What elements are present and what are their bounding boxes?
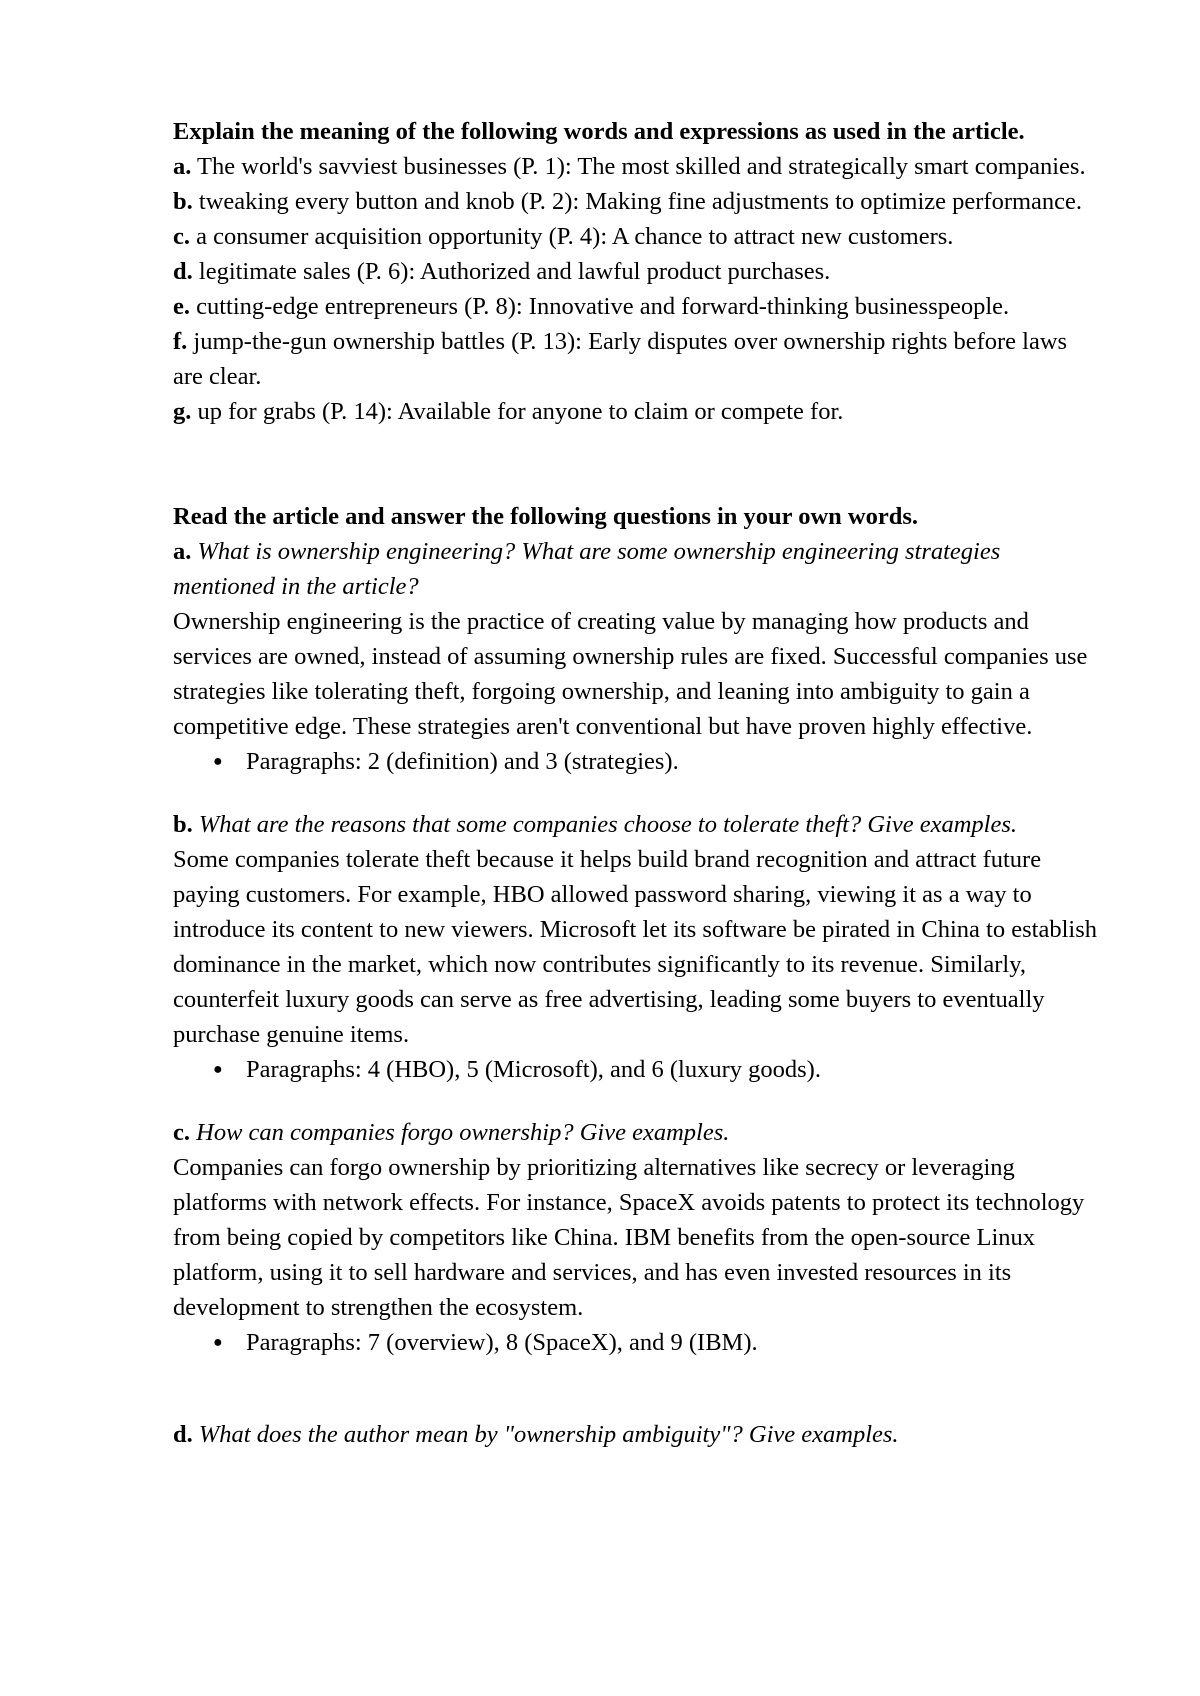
questions-heading: Read the article and answer the following questions in your own words.: [173, 503, 919, 530]
vocab-text: a consumer acquisition opportunity (P. 4): A chance to attract new customers.: [190, 223, 954, 250]
vocab-heading: Explain the meaning of the following words and expressions as used in the article.: [173, 118, 1025, 145]
paragraph-refs-c: [173, 1325, 1100, 1360]
vocab-letter: a.: [173, 153, 192, 180]
section-spacer: [173, 429, 1100, 499]
vocab-letter: f.: [173, 328, 188, 355]
question-text: What are the reasons that some companies choose to tolerate theft? Give examples.: [192, 811, 1017, 838]
question-letter: c.: [173, 1119, 190, 1146]
vocab-text: tweaking every button and knob (P. 2): Making fine adjustments to optimize performance.: [192, 188, 1083, 215]
vocab-letter: b.: [173, 188, 193, 215]
vocab-item-f: [173, 324, 1100, 394]
vocab-letter: e.: [173, 293, 190, 320]
vocab-item-c: [173, 219, 1100, 254]
vocab-item-g: [173, 394, 1100, 429]
answer-a: Ownership engineering is the practice of creating value by managing how products and services are owned, instead of assuming ownership rules are fixed. Successful companies use strategies like tolerating theft, forgoing ownership, and leaning into ambiguity to gain a competitive edge. These strategies aren't conventional but have proven highly effective.: [173, 608, 1088, 740]
vocab-item-a: [173, 149, 1100, 184]
vocab-item-e: [173, 289, 1100, 324]
vocab-letter: g.: [173, 398, 192, 425]
question-spacer: [173, 779, 1100, 807]
vocab-item-d: [173, 254, 1100, 289]
paragraph-refs-b: [173, 1052, 1100, 1087]
question-spacer: [173, 1360, 1100, 1417]
vocab-letter: d.: [173, 258, 193, 285]
question-letter: d.: [173, 1421, 193, 1448]
question-text: How can companies forgo ownership? Give examples.: [190, 1119, 730, 1146]
question-c: [173, 1115, 1100, 1150]
vocab-letter: c.: [173, 223, 190, 250]
question-text: What does the author mean by "ownership ambiguity"? Give examples.: [192, 1421, 899, 1448]
vocab-text: up for grabs (P. 14): Available for anyone to claim or compete for.: [191, 398, 844, 425]
question-a: [173, 534, 1100, 604]
vocab-text: jump-the-gun ownership battles (P. 13): Early disputes over ownership rights before laws are clear.: [173, 328, 1068, 390]
vocab-item-b: [173, 184, 1100, 219]
paragraph-ref: ● Paragraphs: 2 (definition) and 3 (strategies).: [173, 744, 1100, 779]
vocab-text: cutting-edge entrepreneurs (P. 8): Innovative and forward-thinking businesspeople.: [190, 293, 1010, 320]
question-letter: b.: [173, 811, 193, 838]
question-spacer: [173, 1087, 1100, 1115]
question-d: [173, 1417, 1100, 1452]
vocab-text: legitimate sales (P. 6): Authorized and lawful product purchases.: [192, 258, 831, 285]
paragraph-refs-a: [173, 744, 1100, 779]
answer-b: Some companies tolerate theft because it helps build brand recognition and attract future paying customers. For example, HBO allowed password sharing, viewing it as a way to introduce its content to new viewers. Microsoft let its software be pirated in China to establish dominance in the market, which now contributes significantly to its revenue. Similarly, counterfeit luxury goods can serve as free advertising, leading some buyers to eventually purchase genuine items.: [173, 846, 1097, 1048]
paragraph-ref: ● Paragraphs: 4 (HBO), 5 (Microsoft), and 6 (luxury goods).: [173, 1052, 1100, 1087]
question-letter: a.: [173, 538, 192, 565]
question-text: What is ownership engineering? What are some ownership engineering strategies mentioned in the article?: [173, 538, 1001, 600]
vocab-text: The world's savviest businesses (P. 1): The most skilled and strategically smart companies.: [191, 153, 1086, 180]
question-b: [173, 807, 1100, 842]
paragraph-ref: ● Paragraphs: 7 (overview), 8 (SpaceX), and 9 (IBM).: [173, 1325, 1100, 1360]
answer-c: Companies can forgo ownership by prioritizing alternatives like secrecy or leveraging platforms with network effects. For instance, SpaceX avoids patents to protect its technology from being copied by competitors like China. IBM benefits from the open-source Linux platform, using it to sell hardware and services, and has even invested resources in its development to strengthen the ecosystem.: [173, 1154, 1085, 1321]
